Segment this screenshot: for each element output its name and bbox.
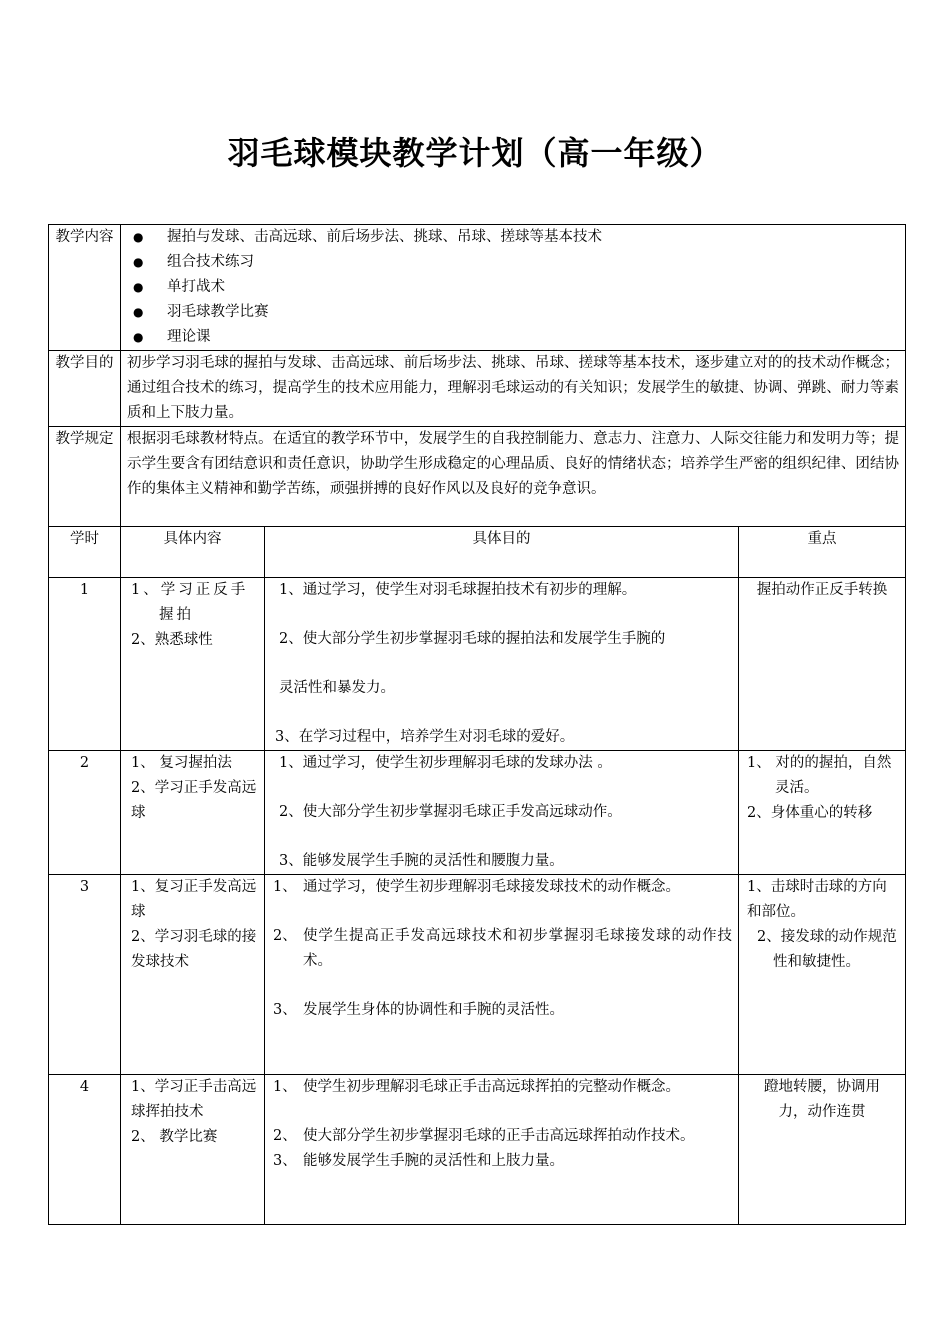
content-list [133, 225, 899, 350]
list-item: ● 组合技术练习 [133, 250, 899, 275]
list-item: 3、 发展学生身体的协调性和手腕的灵活性。 [273, 1002, 564, 1018]
lesson-content: 1、 复习握拍法 2、学习正手发高远球 [121, 751, 265, 875]
rule-label: 教学规定 [49, 427, 121, 527]
list-item: ● 握拍与发球、击高远球、前后场步法、挑球、吊球、搓球等基本技术 [133, 225, 899, 250]
table-row [49, 578, 906, 751]
bullet-icon: ● [133, 255, 144, 269]
header-hour: 学时 [49, 527, 121, 578]
lesson-purpose [265, 875, 739, 1075]
lesson-number: 3 [49, 875, 121, 1075]
lesson-number: 2 [49, 751, 121, 875]
bullet-icon: ● [133, 305, 144, 319]
goal-label: 教学目的 [49, 351, 121, 427]
table-row [49, 875, 906, 1075]
header-focus: 重点 [739, 527, 906, 578]
list-item: 1、 使学生初步理解羽毛球正手击高远球挥拍的完整动作概念。 [273, 1079, 680, 1095]
list-item: 2、 使学生提高正手发高远球技术和初步掌握羽毛球接发球的动作技术。 [273, 928, 732, 969]
header-content: 具体内容 [121, 527, 265, 578]
goal-text: 初步学习羽毛球的握拍与发球、击高远球、前后场步法、挑球、吊球、搓球等基本技术，逐步建立对的的技术动作概念；通过组合技术的练习，提高学生的技术应用能力，理解羽毛球运动的有关知识；发展学生的敏捷、协调、弹跳、耐力等素质和上下肢力量。 [121, 351, 906, 427]
rule-row [49, 427, 906, 527]
bullet-icon: ● [133, 280, 144, 294]
table-row [49, 1075, 906, 1225]
lesson-content: 1、学习正反手握拍 2、熟悉球性 [121, 578, 265, 751]
lesson-purpose: 1、通过学习，使学生初步理解羽毛球的发球办法 。 2、使大部分学生初步掌握羽毛球正手发高远球动作。 3、能够发展学生手腕的灵活性和腰腹力量。 [265, 751, 739, 875]
list-item: 3、 能够发展学生手腕的灵活性和上肢力量。 [273, 1153, 564, 1169]
lesson-number: 4 [49, 1075, 121, 1225]
bullet-icon: ● [133, 230, 144, 244]
lesson-purpose: 1、通过学习，使学生对羽毛球握拍技术有初步的理解。 2、使大部分学生初步掌握羽毛球的握拍法和发展学生手腕的 灵活性和暴发力。 3、在学习过程中，培养学生对羽毛球的爱好。 [265, 578, 739, 751]
lesson-focus: 1、击球时击球的方向和部位。 2、接发球的动作规范性和敏捷性。 [739, 875, 906, 1075]
goal-row [49, 351, 906, 427]
list-item: 1、 通过学习，使学生初步理解羽毛球接发球技术的动作概念。 [273, 879, 680, 895]
lesson-number: 1 [49, 578, 121, 751]
lesson-purpose [265, 1075, 739, 1225]
page-title: 羽毛球模块教学计划（高一年级） [227, 134, 723, 172]
lesson-focus: 1、 对的的握拍，自然灵活。 2、身体重心的转移 [739, 751, 906, 875]
list-item: ● 羽毛球教学比赛 [133, 300, 899, 325]
lesson-focus: 握拍动作正反手转换 [739, 578, 906, 751]
header-purpose: 具体目的 [265, 527, 739, 578]
bullet-icon: ● [133, 330, 144, 344]
lesson-content: 1、复习正手发高远球 2、学习羽毛球的接发球技术 [121, 875, 265, 1075]
table-row [49, 751, 906, 875]
lesson-focus: 蹬地转腰，协调用力，动作连贯 [739, 1075, 906, 1225]
list-item: 2、 使大部分学生初步掌握羽毛球的正手击高远球挥拍动作技术。 [273, 1128, 695, 1144]
table-header-row [49, 527, 906, 578]
content-row [49, 225, 906, 351]
lesson-content: 1、学习正手击高远球挥拍技术 2、 教学比赛 [121, 1075, 265, 1225]
list-item: ● 理论课 [133, 325, 899, 350]
teaching-plan-table [48, 224, 906, 1225]
content-label: 教学内容 [49, 225, 121, 351]
rule-text: 根据羽毛球教材特点。在适宜的教学环节中，发展学生的自我控制能力、意志力、注意力、人际交往能力和发明力等；提示学生要含有团结意识和责任意识，协助学生形成稳定的心理品质、良好的情绪状态；培养学生严密的组织纪律、团结协作的集体主义精神和勤学苦练，顽强拼搏的良好作风以及良好的竞争意识。 [121, 427, 906, 527]
list-item: ● 单打战术 [133, 275, 899, 300]
content-cell [121, 225, 906, 351]
